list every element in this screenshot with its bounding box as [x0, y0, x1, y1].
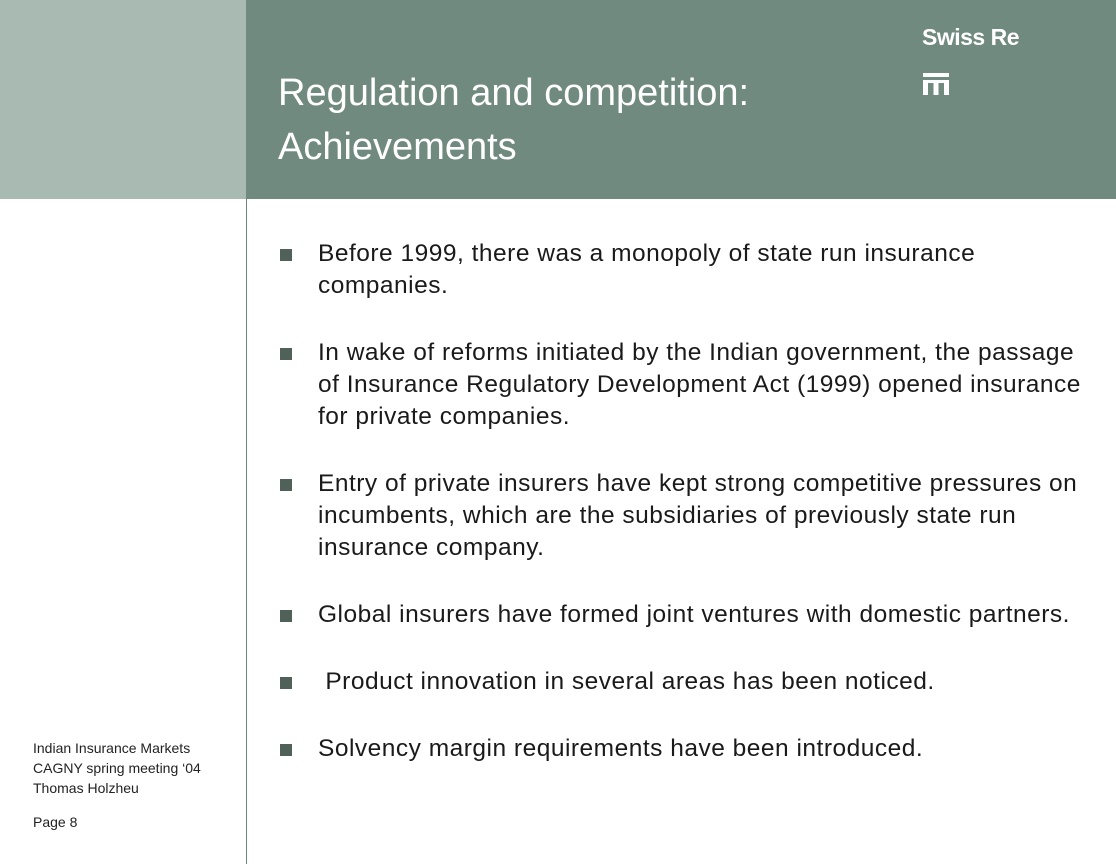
- bullet-item: [278, 238, 1098, 302]
- square-bullet-icon: [280, 249, 292, 261]
- square-bullet-icon: [280, 610, 292, 622]
- bullet-text: In wake of reforms initiated by the Indian government, the passage of Insurance Regulatory Development Act (1999) opened insurance for private companies.: [318, 339, 1081, 430]
- square-bullet-icon: [280, 348, 292, 360]
- footer-line-author: Thomas Holzheu: [33, 780, 139, 796]
- bullet-list: [278, 238, 1098, 800]
- swiss-re-logo-icon: [923, 73, 949, 95]
- slide-title: Regulation and competition: Achievements: [278, 72, 750, 168]
- square-bullet-icon: [280, 677, 292, 689]
- bullet-text: Global insurers have formed joint ventures with domestic partners.: [318, 601, 1070, 628]
- bullet-item: [278, 666, 1098, 698]
- bullet-item: [278, 733, 1098, 765]
- bullet-item: [278, 599, 1098, 631]
- bullet-item: [278, 337, 1098, 433]
- bullet-text: Product innovation in several areas has been noticed.: [318, 668, 935, 695]
- bullet-item: [278, 468, 1098, 564]
- square-bullet-icon: [280, 479, 292, 491]
- square-bullet-icon: [280, 744, 292, 756]
- page-number: Page 8: [33, 814, 78, 830]
- vertical-divider: [246, 199, 247, 864]
- bullet-text: Entry of private insurers have kept strong competitive pressures on incumbents, which are the subsidiaries of previously state run insurance company.: [318, 470, 1078, 561]
- swiss-re-logo-text: Swiss Re: [922, 24, 1019, 50]
- footer-line-event: CAGNY spring meeting ‘04: [33, 760, 201, 776]
- left-header-panel: [0, 0, 246, 199]
- bullet-text: Before 1999, there was a monopoly of state run insurance companies.: [318, 240, 976, 299]
- bullet-text: Solvency margin requirements have been introduced.: [318, 735, 924, 762]
- footer-info: [33, 738, 201, 798]
- footer-line-presentation: Indian Insurance Markets: [33, 740, 191, 756]
